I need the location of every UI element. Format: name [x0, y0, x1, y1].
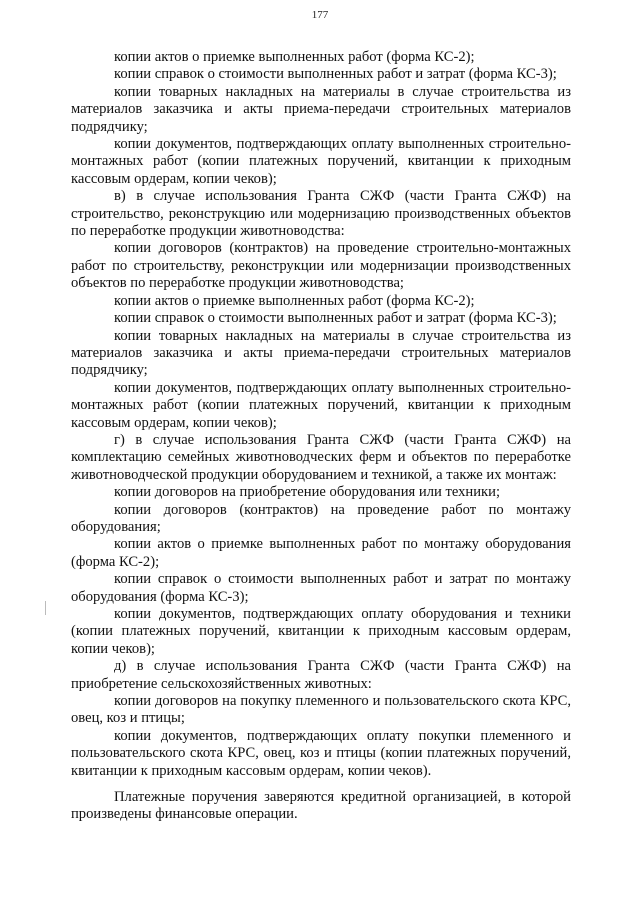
scan-mark [45, 601, 46, 615]
paragraph: копии актов о приемке выполненных работ по монтажу оборудования (форма КС-2); [71, 536, 571, 570]
paragraph: копии актов о приемке выполненных работ (форма КС-2); [114, 49, 475, 65]
paragraph: копии договоров (контрактов) на проведение работ по монтажу оборудования; [71, 501, 571, 535]
paragraph: копии договоров на покупку племенного и пользовательского скота КРС, овец, коз и птицы; [71, 693, 571, 727]
paragraph: копии документов, подтверждающих оплату оборудования и техники (копии платежных поручений, квитанции к приходным кассовым ордерам, копии чеков); [71, 606, 571, 657]
paragraph: копии документов, подтверждающих оплату выполненных строительно-монтажных работ (копии платежных поручений, квитанции к приходным кассовым ордерам, копии чеков); [71, 379, 571, 431]
paragraph: копии документов, подтверждающих оплату покупки племенного и пользовательского скота КРС, овец, коз и птицы (копии платежных поручений, квитанции к приходным кассовым ордерам, копии чеков). [71, 727, 571, 779]
paragraph: копии договоров на приобретение оборудования или техники; [114, 484, 500, 501]
paragraph: копии товарных накладных на материалы в случае строительства из материалов заказчика и акты приема-передачи строительных материалов подрядчику; [71, 83, 571, 135]
page-number: 177 [311, 9, 329, 21]
closing-paragraph: Платежные поручения заверяются кредитной организацией, в которой произведены финансовые операции. [71, 789, 571, 823]
paragraph: копии договоров (контрактов) на проведение строительно-монтажных работ по строительству, реконструкции или модернизации производственных объектов по переработке продукции животноводства; [71, 240, 571, 292]
paragraph: копии справок о стоимости выполненных работ и затрат по монтажу оборудования (форма КС-3); [71, 571, 571, 605]
paragraph: копии актов о приемке выполненных работ (форма КС-2); [114, 292, 475, 309]
paragraph: копии товарных накладных на материалы в случае строительства из материалов заказчика и акты приема-передачи строительных материалов подрядчику; [71, 327, 571, 379]
paragraph: копии справок о стоимости выполненных работ и затрат (форма КС-3); [114, 66, 557, 83]
paragraph: копии справок о стоимости выполненных работ и затрат (форма КС-3); [114, 310, 557, 327]
paragraph: копии документов, подтверждающих оплату выполненных строительно-монтажных работ (копии платежных поручений, квитанции к приходным кассовым ордерам, копии чеков); [71, 136, 571, 187]
document-body [71, 49, 571, 824]
paragraph: д) в случае использования Гранта СЖФ (части Гранта СЖФ) на приобретение сельскохозяйственных животных: [71, 658, 571, 692]
paragraph: г) в случае использования Гранта СЖФ (части Гранта СЖФ) на комплектацию семейных животноводческих ферм и объектов по переработке животноводческой продукции оборудованием и техникой, а также их монтаж: [71, 431, 571, 483]
paragraph: в) в случае использования Гранта СЖФ (части Гранта СЖФ) на строительство, реконструкцию или модернизацию производственных объектов по переработке продукции животноводства: [71, 188, 571, 240]
